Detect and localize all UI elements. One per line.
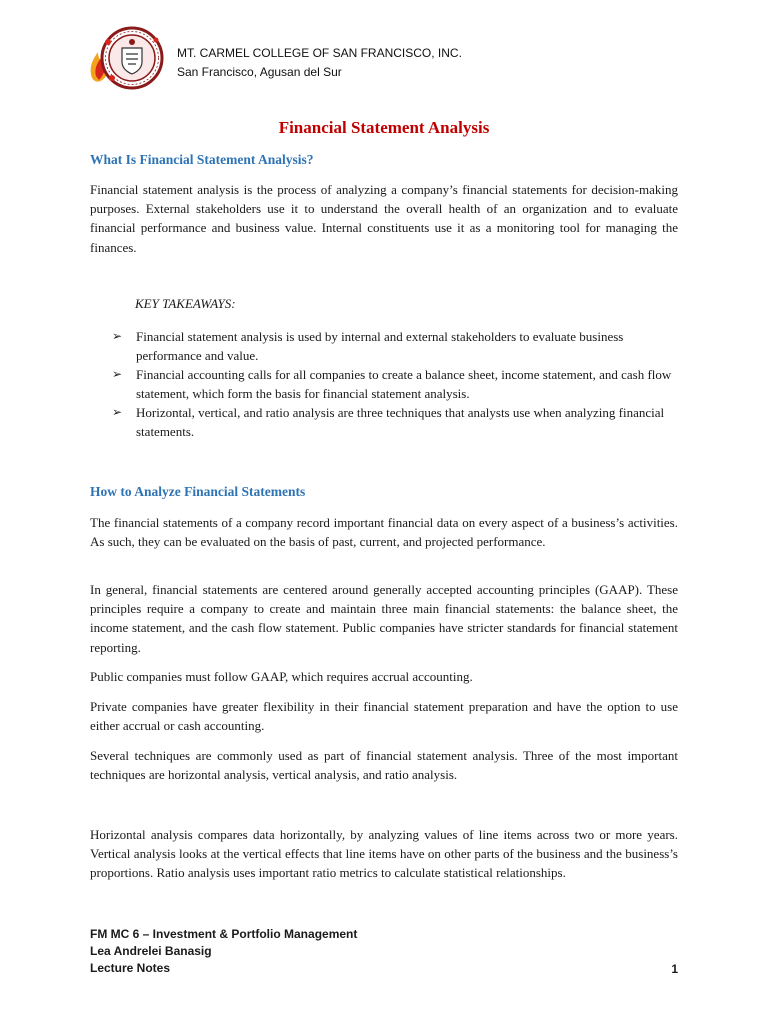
arrow-bullet-icon: ➢ bbox=[112, 367, 123, 381]
institution-name: MT. CARMEL COLLEGE OF SAN FRANCISCO, INC. bbox=[177, 46, 462, 60]
header-text bbox=[177, 44, 462, 82]
intro-paragraph: Financial statement analysis is the process of analyzing a company’s financial statements for decision-making purposes. External stakeholders use it to understand the overall health of an organization and to evaluate financial performance and business value. Internal constituents use it as a monitoring tool for managing the finances. bbox=[90, 182, 678, 255]
institution-location: San Francisco, Agusan del Sur bbox=[177, 65, 342, 79]
arrow-bullet-icon: ➢ bbox=[112, 329, 123, 343]
footer-doc-type: Lecture Notes bbox=[90, 961, 171, 975]
takeaways-list bbox=[112, 327, 678, 441]
body-paragraph: The financial statements of a company record important financial data on every aspect of a business’s activities. As such, they can be evaluated on the basis of past, current, and projected performance. bbox=[90, 515, 678, 550]
list-item bbox=[112, 403, 678, 441]
body-paragraph: Public companies must follow GAAP, which requires accrual accounting. bbox=[90, 669, 473, 684]
key-takeaways-label: KEY TAKEAWAYS: bbox=[135, 296, 236, 311]
footer-author: Lea Andrelei Banasig bbox=[90, 944, 212, 958]
list-item bbox=[112, 327, 678, 365]
section-heading-what-is: What Is Financial Statement Analysis? bbox=[90, 152, 314, 167]
list-item-text: Horizontal, vertical, and ratio analysis are three techniques that analysts use when analyzing financial statements. bbox=[136, 405, 665, 439]
list-item-text: Financial statement analysis is used by internal and external stakeholders to evaluate business performance and value. bbox=[136, 329, 624, 363]
school-seal-icon bbox=[86, 18, 168, 100]
body-paragraph: Horizontal analysis compares data horizontally, by analyzing values of line items across two or more years. Vertical analysis looks at the vertical effects that line items have on other parts of the business and the business’s proportions. Ratio analysis uses important ratio metrics to calculate statistical relationships. bbox=[90, 827, 678, 881]
list-item bbox=[112, 365, 678, 403]
body-paragraph: Private companies have greater flexibility in their financial statement preparation and have the option to use either accrual or cash accounting. bbox=[90, 699, 678, 734]
section-heading-how-to: How to Analyze Financial Statements bbox=[90, 484, 306, 499]
page-footer bbox=[90, 926, 680, 977]
body-paragraph: In general, financial statements are centered around generally accepted accounting principles (GAAP). These principles require a company to create and maintain three main financial statements: the balance sheet, the income statement, and the cash flow statement. Public companies have stricter standards for financial statement reporting. bbox=[90, 582, 678, 655]
page-number: 1 bbox=[671, 962, 678, 976]
document-title: Financial Statement Analysis bbox=[278, 118, 490, 137]
list-item-text: Financial accounting calls for all companies to create a balance sheet, income statement, and cash flow statement, which form the basis for financial statement analysis. bbox=[136, 367, 672, 401]
arrow-bullet-icon: ➢ bbox=[112, 405, 123, 419]
body-paragraph: Several techniques are commonly used as part of financial statement analysis. Three of the most important techniques are horizontal analysis, vertical analysis, and ratio analysis. bbox=[90, 748, 678, 783]
footer-course: FM MC 6 – Investment & Portfolio Management bbox=[90, 927, 358, 941]
